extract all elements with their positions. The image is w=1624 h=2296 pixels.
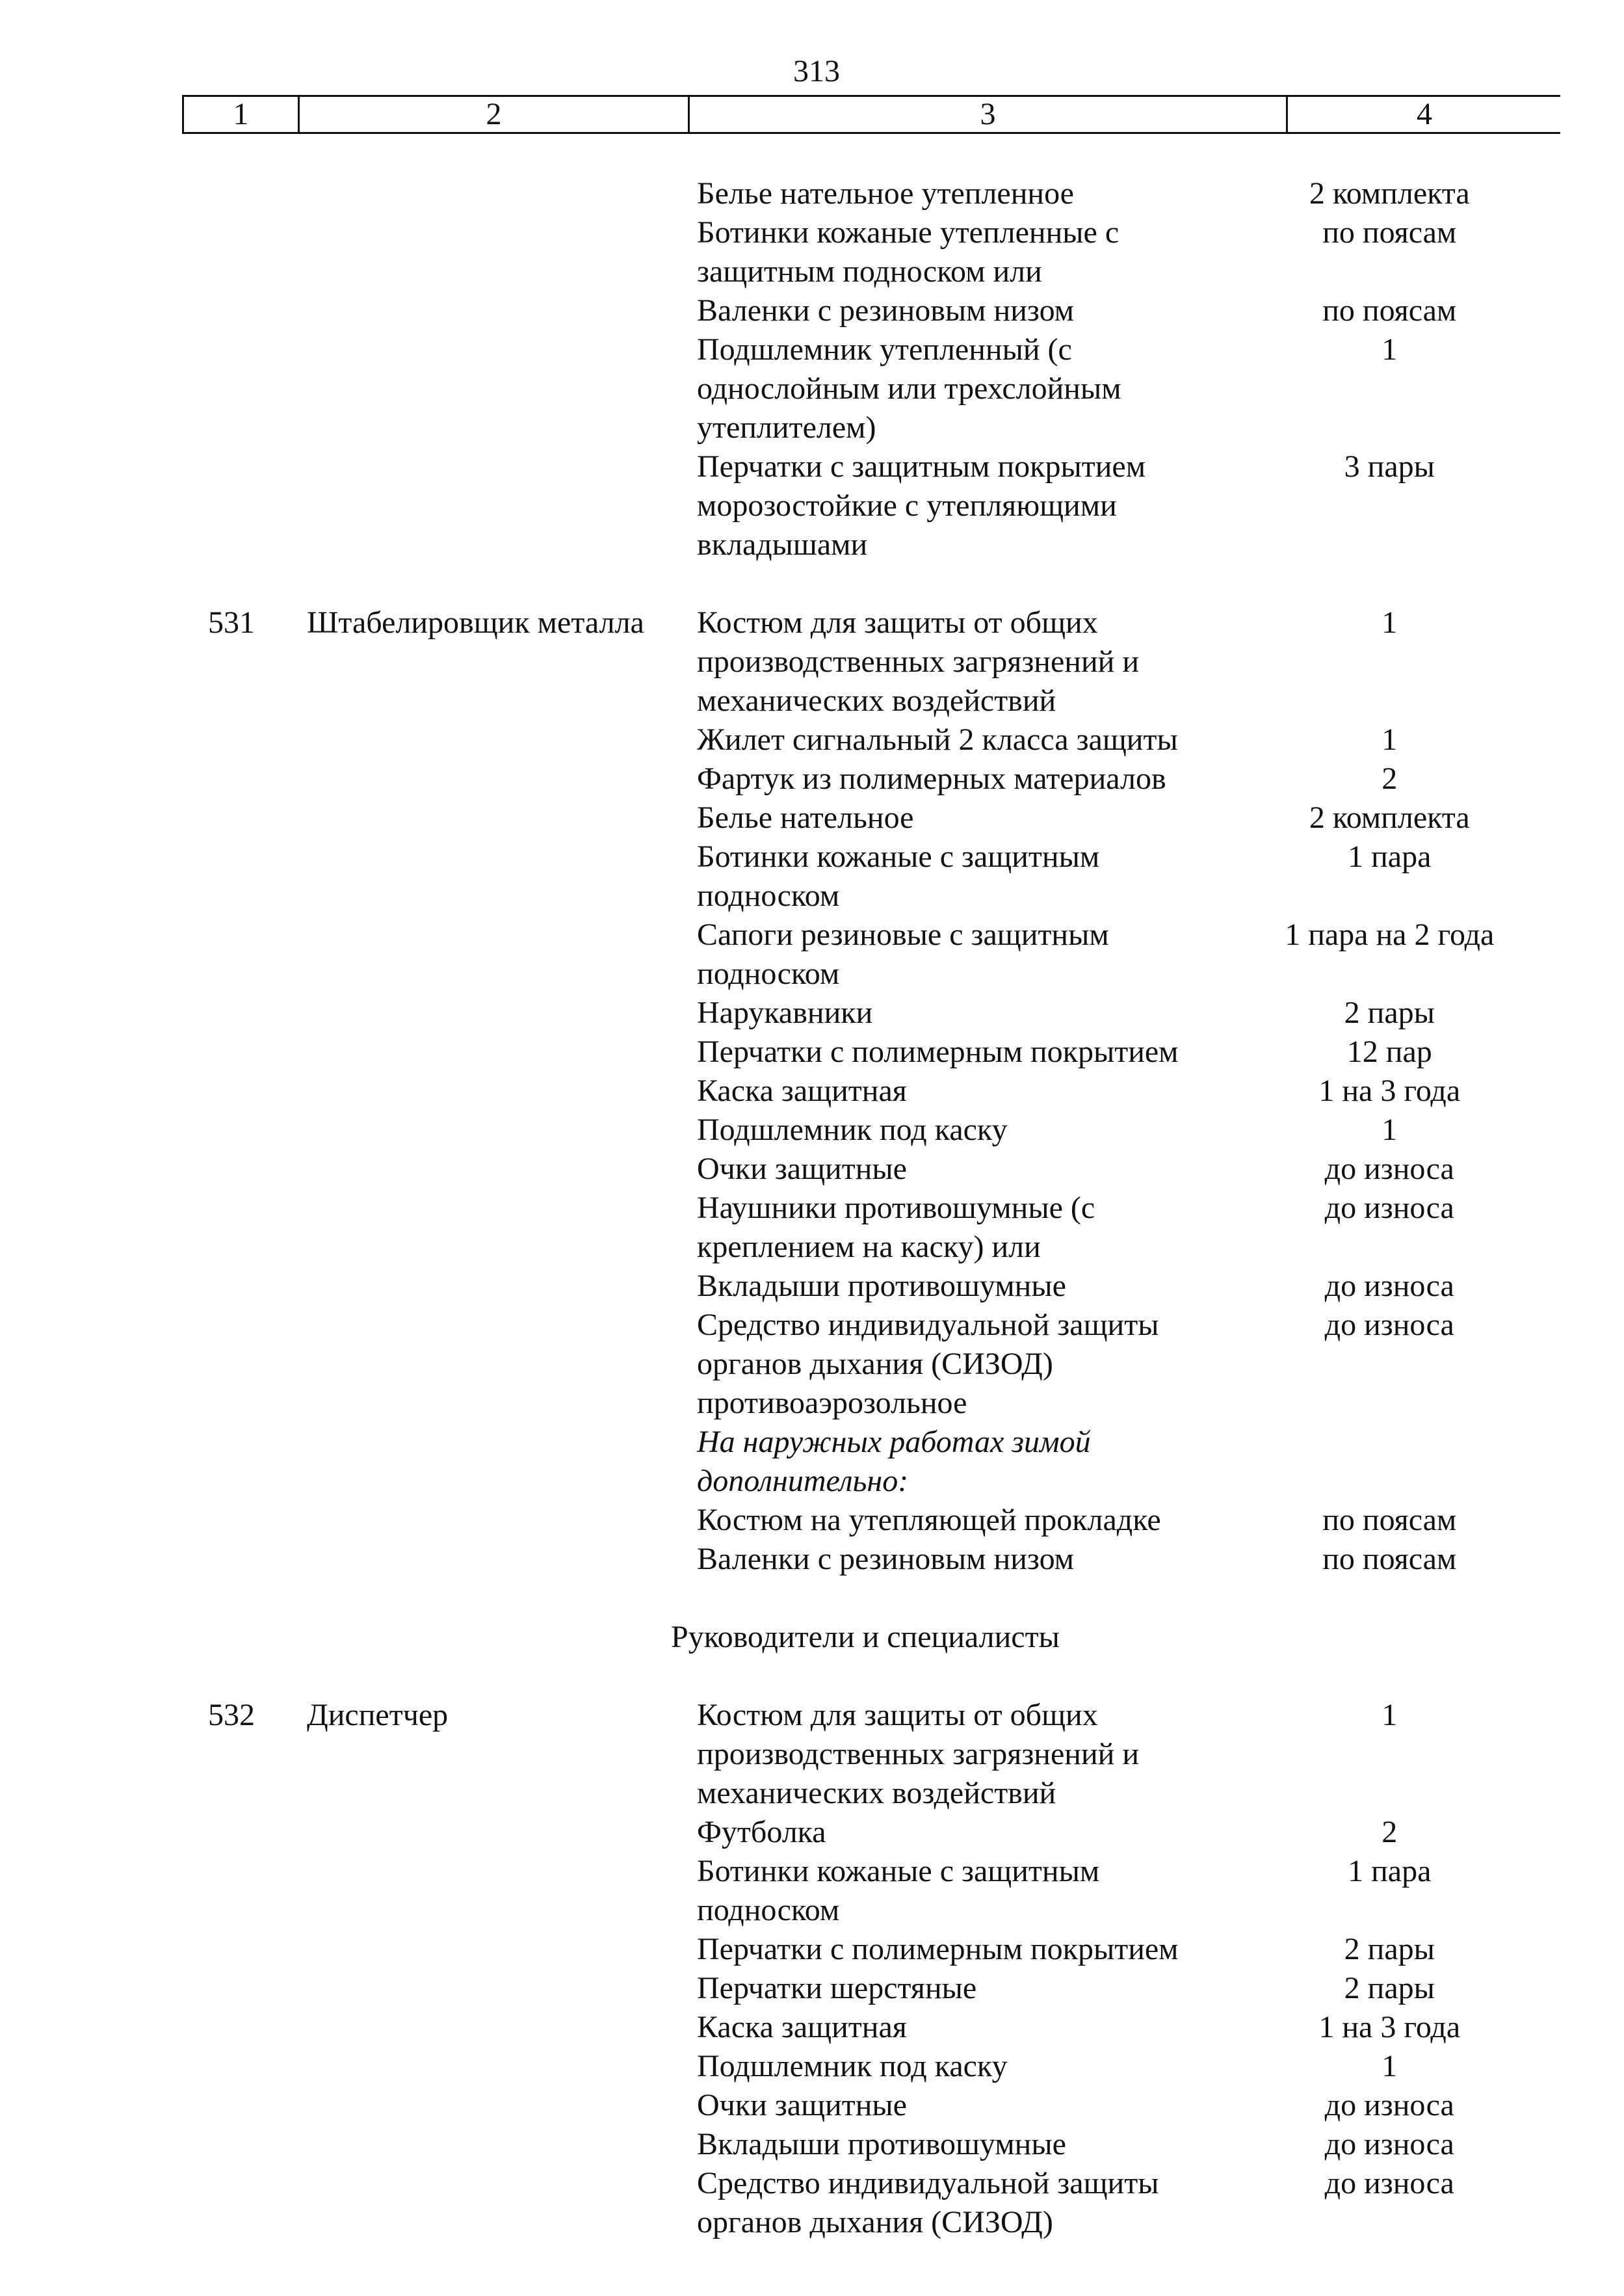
item-name: Подшлемник под каску <box>697 2049 1008 2083</box>
item-qty: 1 на 3 года <box>1318 2010 1461 2044</box>
item-name: Очки защитные <box>697 1152 907 1186</box>
list-item <box>697 1033 1568 1072</box>
item-name: Перчатки шерстяные <box>697 1971 977 2005</box>
item-name: Перчатки с защитным покрытием морозостойкие с утепляющими вкладышами <box>697 449 1146 562</box>
item-qty: 2 комплекта <box>1309 800 1470 835</box>
item-qty: 1 <box>1382 605 1398 640</box>
row-number: 531 <box>208 605 255 640</box>
item-qty: по поясам <box>1322 1503 1457 1537</box>
list-item <box>697 603 1568 720</box>
item-name: Ботинки кожаные с защитным подноском <box>697 839 1100 913</box>
list-item <box>697 2008 1568 2047</box>
item-qty: до износа <box>1324 1152 1454 1186</box>
item-qty: до износа <box>1324 1308 1454 1342</box>
item-qty: по поясам <box>1322 215 1457 250</box>
list-item <box>697 447 1568 564</box>
row-number: 532 <box>208 1698 255 1732</box>
item-name: Каска защитная <box>697 2010 907 2044</box>
list-item <box>697 291 1568 330</box>
table-body <box>0 174 1624 2242</box>
list-item <box>697 916 1568 994</box>
item-name: Сапоги резиновые с защитным подноском <box>697 917 1109 991</box>
list-item <box>697 1501 1568 1540</box>
item-qty: 2 пары <box>1344 1932 1435 1966</box>
item-name: Костюм на утепляющей прокладке <box>697 1503 1161 1537</box>
item-name: Средство индивидуальной защиты органов дыхания (СИЗОД) <box>697 2166 1159 2239</box>
item-qty: 1 <box>1382 332 1398 367</box>
item-qty: 1 <box>1382 722 1398 757</box>
header-col-3: 3 <box>690 97 1288 132</box>
item-name: Футболка <box>697 1815 826 1849</box>
item-qty: 3 пары <box>1344 449 1435 484</box>
profession-name: Штабелировщик металла <box>307 605 644 640</box>
item-name: Костюм для защиты от общих производственных загрязнений и механических воздействий <box>697 1698 1140 1810</box>
item-name: Ботинки кожаные утепленные с защитным подноском или <box>697 215 1120 289</box>
page-number: 313 <box>793 54 840 88</box>
profession-name: Диспетчер <box>307 1698 449 1732</box>
item-name: Средство индивидуальной защиты органов дыхания (СИЗОД) противоаэрозольное <box>697 1308 1159 1420</box>
item-name: Костюм для защиты от общих производственных загрязнений и механических воздействий <box>697 605 1140 718</box>
table-row-531 <box>0 603 1624 1579</box>
list-item <box>697 213 1568 291</box>
list-item <box>697 759 1568 798</box>
list-item <box>697 994 1568 1033</box>
item-name: Нарукавники <box>697 996 873 1030</box>
item-qty: 2 <box>1382 761 1398 796</box>
list-item <box>697 1072 1568 1111</box>
item-name: Белье нательное <box>697 800 914 835</box>
item-qty: до износа <box>1324 1269 1454 1303</box>
continuation-row <box>0 174 1624 564</box>
item-name: Очки защитные <box>697 2088 907 2122</box>
item-name: Белье нательное утепленное <box>697 176 1074 211</box>
item-name: Каска защитная <box>697 1074 907 1108</box>
header-col-2: 2 <box>300 97 690 132</box>
item-qty: 1 <box>1382 1698 1398 1732</box>
item-name: Фартук из полимерных материалов <box>697 761 1166 796</box>
list-item <box>697 2164 1568 2242</box>
list-item <box>697 1852 1568 1930</box>
list-item <box>697 2125 1568 2164</box>
list-item <box>697 1930 1568 1969</box>
list-item <box>697 838 1568 916</box>
item-name: Вкладыши противошумные <box>697 2127 1066 2161</box>
item-qty: по поясам <box>1322 293 1457 328</box>
item-qty: 1 <box>1382 1113 1398 1147</box>
table-header <box>182 95 1560 134</box>
item-name: Перчатки с полимерным покрытием <box>697 1932 1179 1966</box>
header-col-1: 1 <box>184 97 300 132</box>
item-name: Валенки с резиновым низом <box>697 1542 1075 1576</box>
item-qty: до износа <box>1324 2127 1454 2161</box>
winter-note: На наружных работах зимой дополнительно: <box>697 1425 1091 1498</box>
ppe-items <box>697 1696 1568 2242</box>
item-qty: 1 <box>1382 2049 1398 2083</box>
item-name: Перчатки с полимерным покрытием <box>697 1035 1179 1069</box>
item-qty: до износа <box>1324 1191 1454 1225</box>
item-qty: до износа <box>1324 2088 1454 2122</box>
item-name: Ботинки кожаные с защитным подноском <box>697 1854 1100 1927</box>
list-item <box>697 1189 1568 1267</box>
list-item <box>697 1969 1568 2008</box>
item-name: Валенки с резиновым низом <box>697 293 1075 328</box>
item-name: Вкладыши противошумные <box>697 1269 1066 1303</box>
item-name: Наушники противошумные (с креплением на каску) или <box>697 1191 1095 1264</box>
list-item <box>697 1540 1568 1579</box>
list-item <box>697 720 1568 759</box>
list-item <box>697 2047 1568 2086</box>
item-name: Подшлемник утепленный (с однослойным или трехслойным утеплителем) <box>697 332 1121 445</box>
item-qty: 12 пар <box>1346 1035 1432 1069</box>
table-row-532 <box>0 1696 1624 2242</box>
item-qty: 2 пары <box>1344 996 1435 1030</box>
item-qty: 1 пара <box>1348 1854 1432 1888</box>
section-title: Руководители и специалисты <box>671 1620 1060 1654</box>
item-qty: 1 пара <box>1348 839 1432 874</box>
item-qty: 2 пары <box>1344 1971 1435 2005</box>
list-item <box>697 798 1568 838</box>
continuation-items <box>697 174 1568 564</box>
item-qty: по поясам <box>1322 1542 1457 1576</box>
list-item <box>697 1267 1568 1306</box>
header-col-4: 4 <box>1417 97 1432 131</box>
item-qty: 2 комплекта <box>1309 176 1470 211</box>
item-qty: 1 пара на 2 года <box>1285 917 1495 952</box>
item-name: Подшлемник под каску <box>697 1113 1008 1147</box>
list-item <box>697 1696 1568 1813</box>
list-item <box>697 1150 1568 1189</box>
list-item <box>697 1813 1568 1852</box>
item-qty: 2 <box>1382 1815 1398 1849</box>
list-item <box>697 174 1568 213</box>
item-qty: 1 на 3 года <box>1318 1074 1461 1108</box>
list-item <box>697 2086 1568 2125</box>
ppe-items <box>697 603 1568 1579</box>
list-item <box>697 330 1568 447</box>
item-qty: до износа <box>1324 2166 1454 2200</box>
item-name: Жилет сигнальный 2 класса защиты <box>697 722 1178 757</box>
list-item <box>697 1111 1568 1150</box>
list-item <box>697 1306 1568 1423</box>
